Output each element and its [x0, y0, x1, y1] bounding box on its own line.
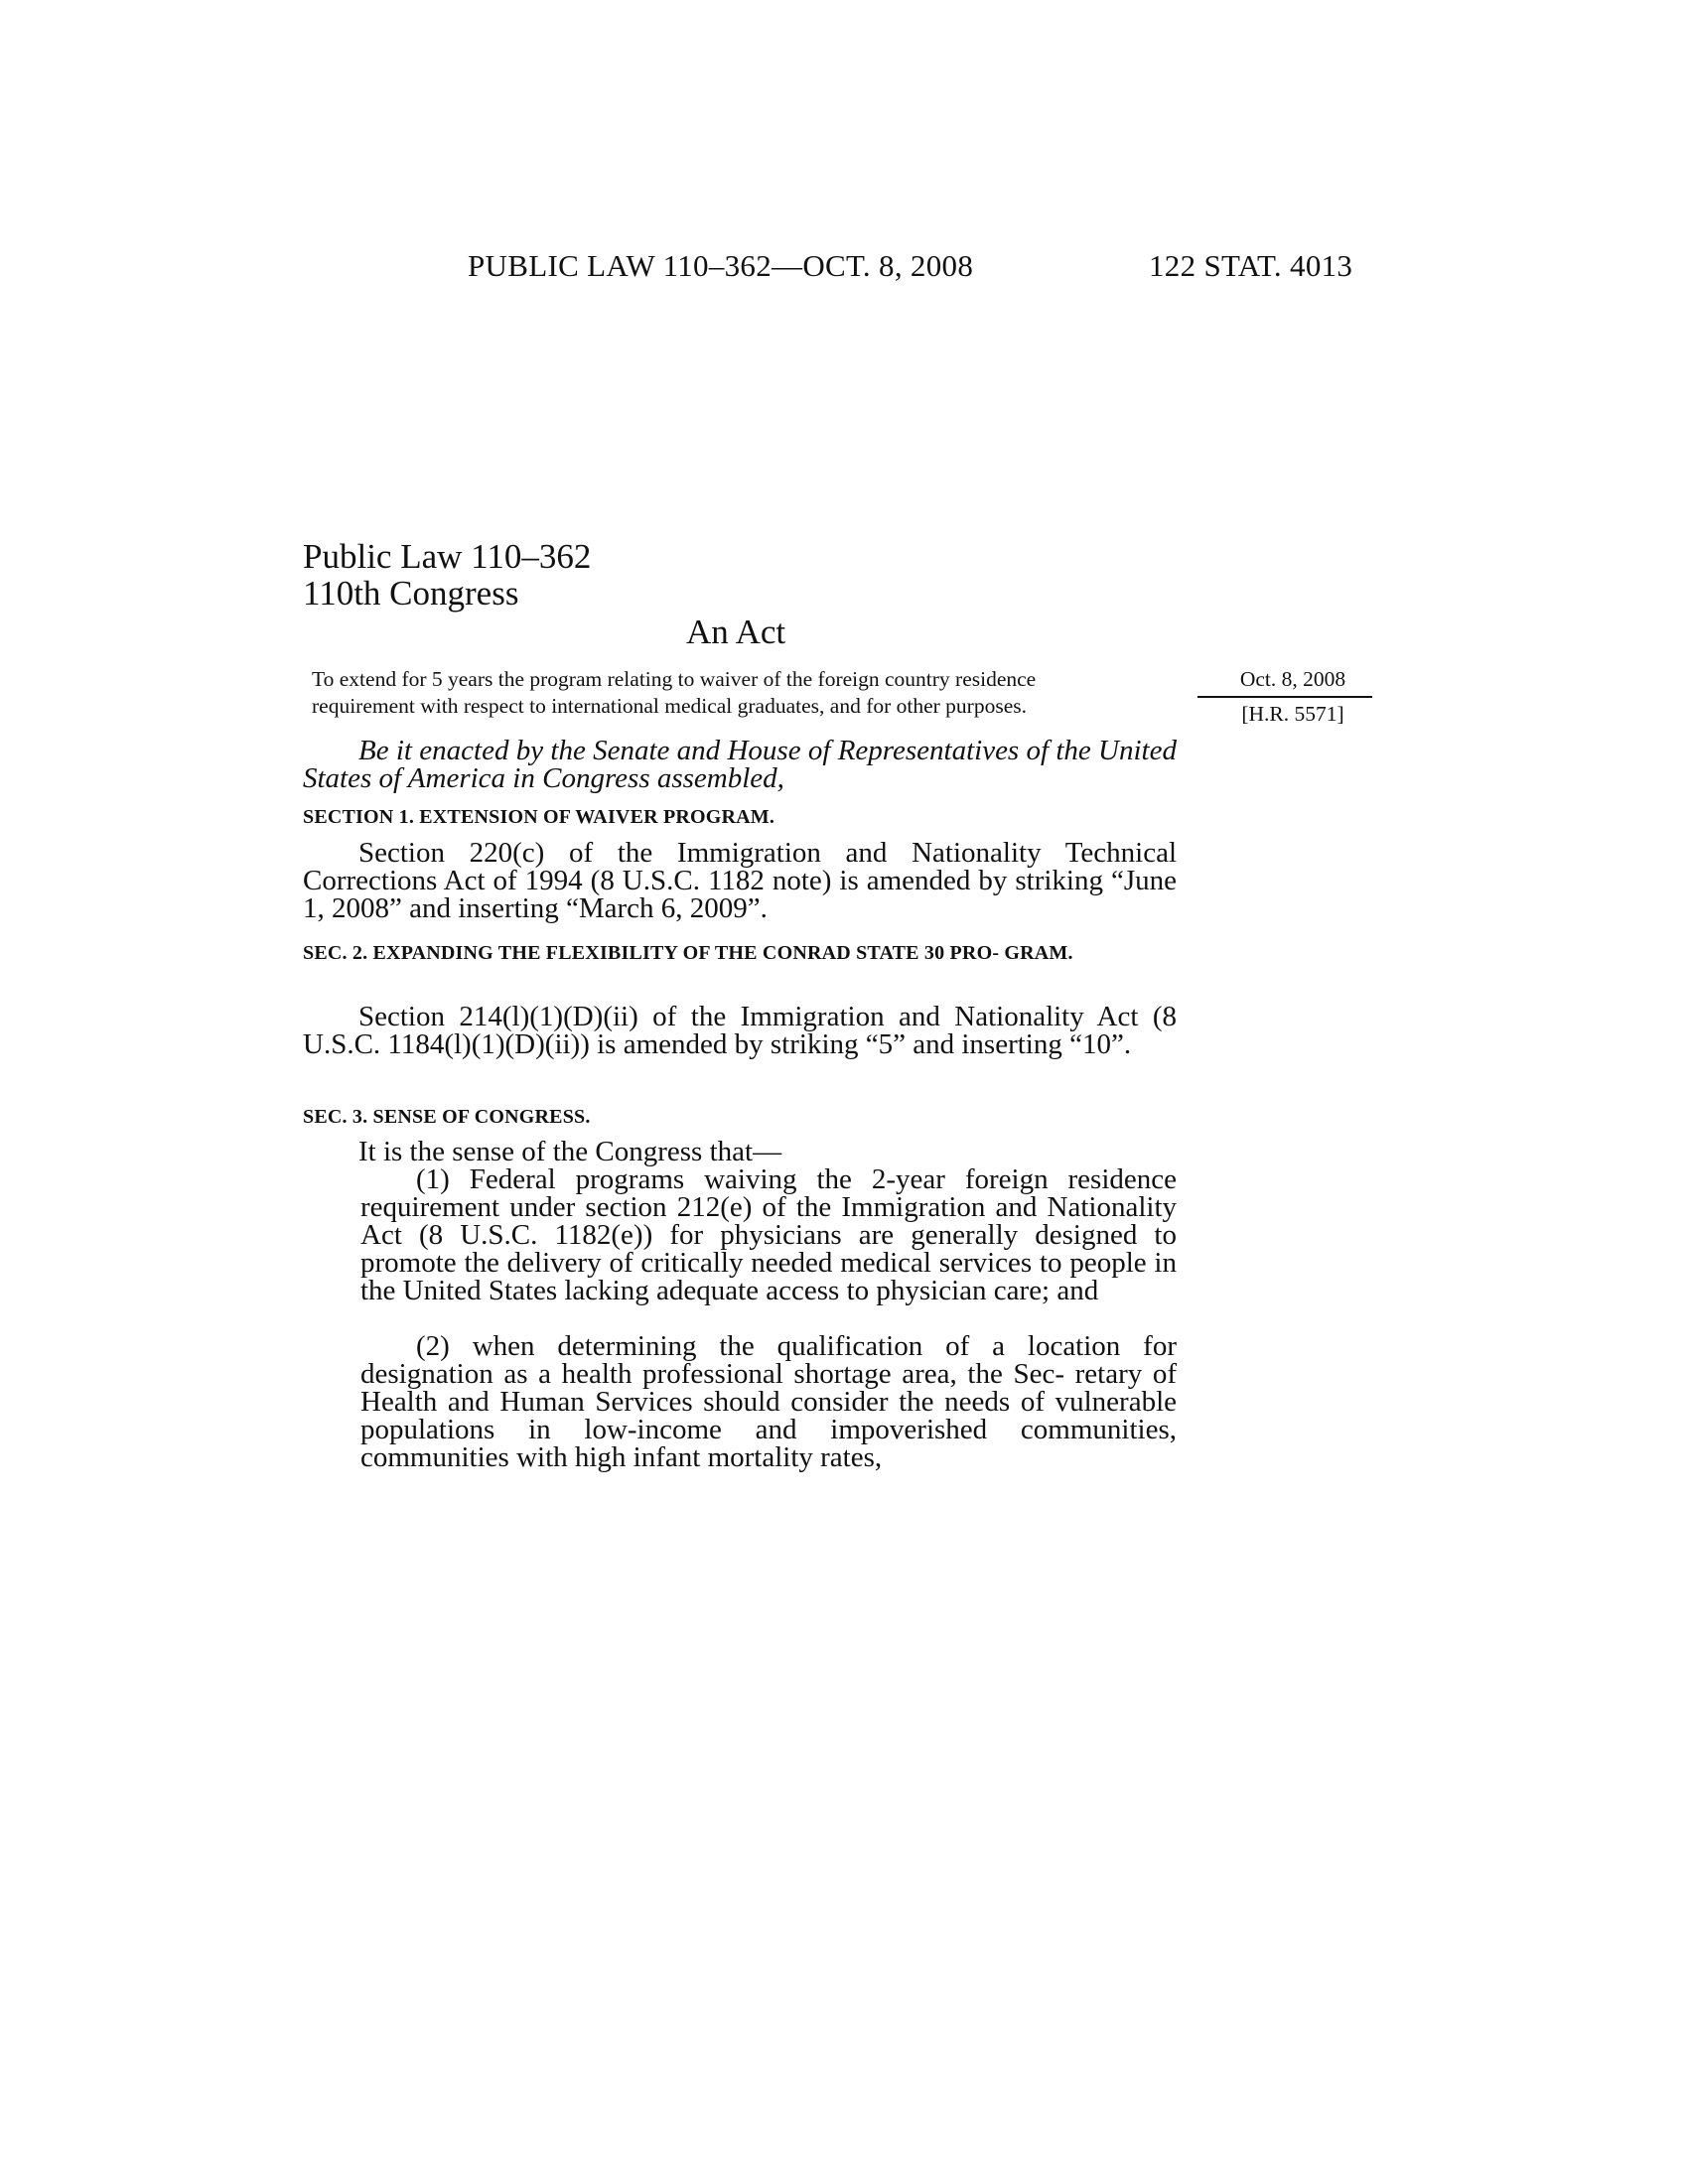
section-2-heading: SEC. 2. EXPANDING THE FLEXIBILITY OF THE CONRAD STATE 30 PRO- GRAM. [303, 942, 1073, 964]
long-title [312, 666, 1176, 720]
margin-divider [1197, 696, 1372, 698]
section-2-body [303, 1003, 1177, 1058]
act-heading: An Act [686, 613, 786, 651]
section-3-paragraph-1: (1) Federal programs waiving the 2-year foreign residence requirement under section 212(e) of the Immigration and Nationality Act (8 U.S.C. 1182(e)) for physicians are generally designed to promote the delivery of critically needed medical services to people in the United States lacking adequate access to physician care; and [360, 1163, 1177, 1306]
section-3-intro-block [303, 1138, 1177, 1165]
enacting-clause: Be it enacted by the Senate and House of Representatives of the United States of America in Congress assembled, [303, 735, 1177, 794]
section-3-intro: It is the sense of the Congress that— [358, 1136, 782, 1167]
long-title-line-2: requirement with respect to international medical graduates, and for other purposes. [312, 694, 1027, 718]
section-3-heading: SEC. 3. SENSE OF CONGRESS. [303, 1106, 591, 1128]
section-1-text: Section 220(c) of the Immigration and Nationality Technical Corrections Act of 1994 (8 U.S.C. 1182 note) is amended by striking “June 1, 2008” and inserting “March 6, 2009”. [303, 837, 1177, 924]
section-3-paragraph-2: (2) when determining the qualification of a location for designation as a health professional shortage area, the Sec- retary of Health and Human Services should consider the needs of vulnerable populations in low-income and impoverished communities, communities with high infant mortality rates, [360, 1330, 1177, 1473]
section-1-heading: SECTION 1. EXTENSION OF WAIVER PROGRAM. [303, 806, 775, 828]
running-head-left: PUBLIC LAW 110–362—OCT. 8, 2008 [468, 248, 974, 283]
public-law-title: Public Law 110–362 [303, 537, 592, 576]
margin-date: Oct. 8, 2008 [1239, 667, 1346, 691]
section-1-body [303, 839, 1177, 922]
margin-bill-number: [H.R. 5571] [1241, 702, 1344, 726]
long-title-line-1: To extend for 5 years the program relating to waiver of the foreign country residence [312, 667, 1037, 691]
section-2-text: Section 214(l)(1)(D)(ii) of the Immigration and Nationality Act (8 U.S.C. 1184(l)(1)(D)(ii)) is amended by striking “5” and inserting “10”. [303, 1001, 1177, 1060]
congress-label: 110th Congress [303, 574, 519, 613]
running-head-page-number: 122 STAT. 4013 [1149, 248, 1353, 283]
